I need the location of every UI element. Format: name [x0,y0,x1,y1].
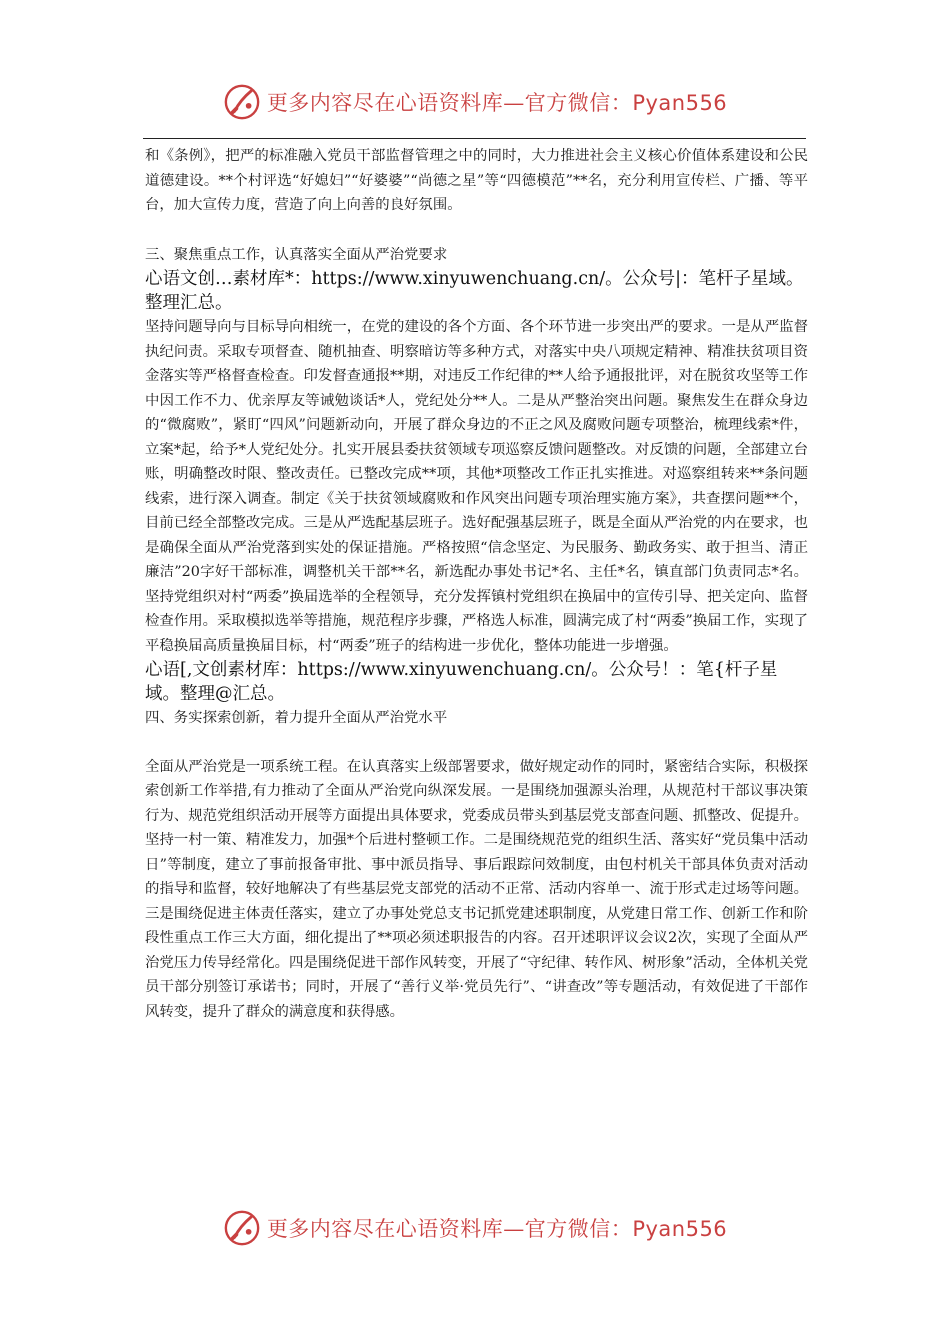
wechat-id: Pyan556 [632,1217,728,1241]
banner-text: 更多内容尽在心语资料库—官方微信：Pyan556 [266,1217,728,1241]
wechat-id: Pyan556 [632,91,728,115]
paragraph-2: 坚持问题导向与目标导向相统一，在党的建设的各个方面、各个环节进一步突出严的要求。一是从严监督执纪问责。采取专项督查、随机抽查、明察暗访等多种方式，对落实中央八项规定精神、精准扶贫项目资金落实等严格督查检查。印发督查通报**期，对违反工作纪律的**人给予通报批评，对在脱贫攻坚等工作中因工作不力、优亲厚友等诫勉谈话*人，党纪处分**人。二是从严整治突出问题。聚焦发生在群众身边的“微腐败”，紧盯“四风”问题新动向，开展了群众身边的不正之风及腐败问题专项整治，梳理线索*件，立案*起，给予*人党纪处分。扎实开展县委扶贫领域专项巡察反馈问题整改。对反馈的问题，全部建立台账，明确整改时限、整改责任。已整改完成**项，其他*项整改工作正扎实推进。对巡察组转来**条问题线索，进行深入调查。制定《关于扶贫领域腐败和作风突出问题专项治理实施方案》，共查摆问题**个，目前已经全部整改完成。三是从严选配基层班子。选好配强基层班子，既是全面从严治党的内在要求，也是确保全面从严治党落到实处的保证措施。严格按照“信念坚定、为民服务、勤政务实、敢于担当、清正廉洁”20字好干部标准，调整机关干部**名，新选配办事处书记*名、主任*名，镇直部门负责同志*名。坚持党组织对村“两委”换届选举的全程领导，充分发挥镇村党组织在换届中的宣传引导、把关定向、监督检查作用。采取模拟选举等措施，规范程序步骤，严格选人标准，圆满完成了村“两委”换届工作，实现了平稳换届高质量换届目标，村“两委”班子的结构进一步优化，整体功能进一步增强。 [145,319,808,654]
paragraph-1: 和《条例》，把严的标准融入党员干部监督管理之中的同时，大力推进社会主义核心价值体系建设和公民道德建设。**个村评选“好媳妇”“好婆婆”“尚德之星”等“四德模范”**名，充分利用宣传栏、广播、等平台，加大宣传力度，营造了向上向善的良好氛围。 [145,148,808,213]
header-rule [143,138,806,139]
document-body [145,144,808,1024]
header-banner [0,82,950,122]
section-heading-3: 三、聚焦重点工作，认真落实全面从严治党要求 [145,246,448,263]
brush-logo-icon [223,1209,261,1247]
brush-logo-icon [223,83,261,121]
promo-line-1: 心语文创…素材库*：https://www.xinyuwenchuang.cn/。公众号|：笔杆子星域。整理汇总。 [145,269,804,313]
promo-line-2: 心语[,文创素材库：https://www.xinyuwenchuang.cn/。公众号！：笔{杆子星域。整理@汇总。 [145,660,778,704]
footer-banner [0,1208,950,1248]
banner-text: 更多内容尽在心语资料库—官方微信：Pyan556 [266,91,728,115]
paragraph-3: 全面从严治党是一项系统工程。在认真落实上级部署要求，做好规定动作的同时，紧密结合实际，积极探索创新工作举措,有力推动了全面从严治党向纵深发展。一是围绕加强源头治理，从规范村干部议事决策行为、规范党组织活动开展等方面提出具体要求，党委成员带头到基层党支部查问题、抓整改、促提升。坚持一村一策、精准发力，加强*个后进村整顿工作。二是围绕规范党的组织生活、落实好“党员集中活动日”等制度，建立了事前报备审批、事中派员指导、事后跟踪问效制度，由包村机关干部具体负责对活动的指导和监督，较好地解决了有些基层党支部党的活动不正常、活动内容单一、流于形式走过场等问题。三是围绕促进主体责任落实，建立了办事处党总支书记抓党建述职制度，从党建日常工作、创新工作和阶段性重点工作三大方面，细化提出了**项必须述职报告的内容。召开述职评议会议2次，实现了全面从严治党压力传导经常化。四是围绕促进干部作风转变，开展了“守纪律、转作风、树形象”活动，全体机关党员干部分别签订承诺书；同时，开展了“善行义举·党员先行”、“讲查改”等专题活动，有效促进了干部作风转变，提升了群众的满意度和获得感。 [145,758,808,1020]
section-heading-4: 四、务实探索创新，着力提升全面从严治党水平 [145,710,448,726]
